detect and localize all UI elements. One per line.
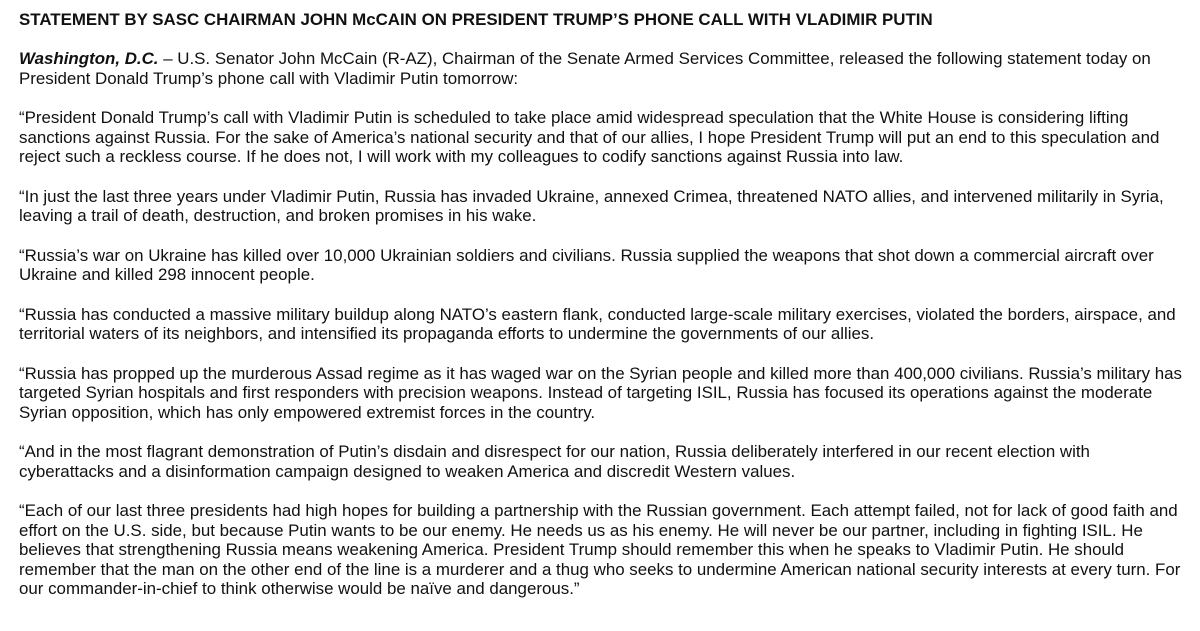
statement-paragraph-3: “Russia’s war on Ukraine has killed over 10,000 Ukrainian soldiers and civilians. Russia supplied the weapons that shot down a commercial aircraft over Ukraine and killed 298 innocent people. [19, 245, 1154, 284]
intro-paragraph [19, 49, 1186, 88]
statement-paragraph-5: “Russia has propped up the murderous Assad regime as it has waged war on the Syrian people and killed more than 400,000 civilians. Russia’s military has targeted Syrian hospitals and first responders with precision weapons. Instead of targeting ISIL, Russia has focused its operations against the moderate Syrian opposition, which has only empowered extremist forces in the country. [19, 363, 1182, 422]
statement-paragraph-7: “Each of our last three presidents had high hopes for building a partnership with the Russian government. Each attempt failed, not for lack of good faith and effort on the U.S. side, but because Putin wants to be our enemy. He needs us as his enemy. He will never be our partner, including in fighting ISIL. He believes that strengthening Russia means weakening America. President Trump should remember this when he speaks to Vladimir Putin. He should remember that the man on the other end of the line is a murderer and a thug who seeks to undermine American national security interests at every turn. For our commander-in-chief to think otherwise would be naïve and dangerous.” [19, 501, 1181, 598]
statement-paragraph-4: “Russia has conducted a massive military buildup along NATO’s eastern flank, conducted large-scale military exercises, violated the borders, airspace, and territorial waters of its neighbors, and intensified its propaganda efforts to undermine the governments of our allies. [19, 304, 1176, 343]
statement-paragraph-1: “President Donald Trump’s call with Vladimir Putin is scheduled to take place amid widespread speculation that the White House is considering lifting sanctions against Russia. For the sake of America’s national security and that of our allies, I hope President Trump will put an end to this speculation and reject such a reckless course. If he does not, I will work with my colleagues to codify sanctions against Russia into law. [19, 108, 1160, 166]
intro-text: – U.S. Senator John McCain (R-AZ), Chairman of the Senate Armed Services Committee, released the following statement today on President Donald Trump’s phone call with Vladimir Putin tomorrow: [19, 49, 1151, 88]
dateline: Washington, D.C. [19, 49, 159, 68]
statement-paragraph-2: “In just the last three years under Vladimir Putin, Russia has invaded Ukraine, annexed Crimea, threatened NATO allies, and intervened militarily in Syria, leaving a trail of death, destruction, and broken promises in his wake. [19, 186, 1164, 225]
statement-paragraph-6: “And in the most flagrant demonstration of Putin’s disdain and disrespect for our nation, Russia deliberately interfered in our recent election with cyberattacks and a disinformation campaign designed to weaken America and discredit Western values. [19, 442, 1090, 481]
statement-title: STATEMENT BY SASC CHAIRMAN JOHN McCAIN ON PRESIDENT TRUMP’S PHONE CALL WITH VLADIMIR PUTIN [19, 10, 933, 29]
